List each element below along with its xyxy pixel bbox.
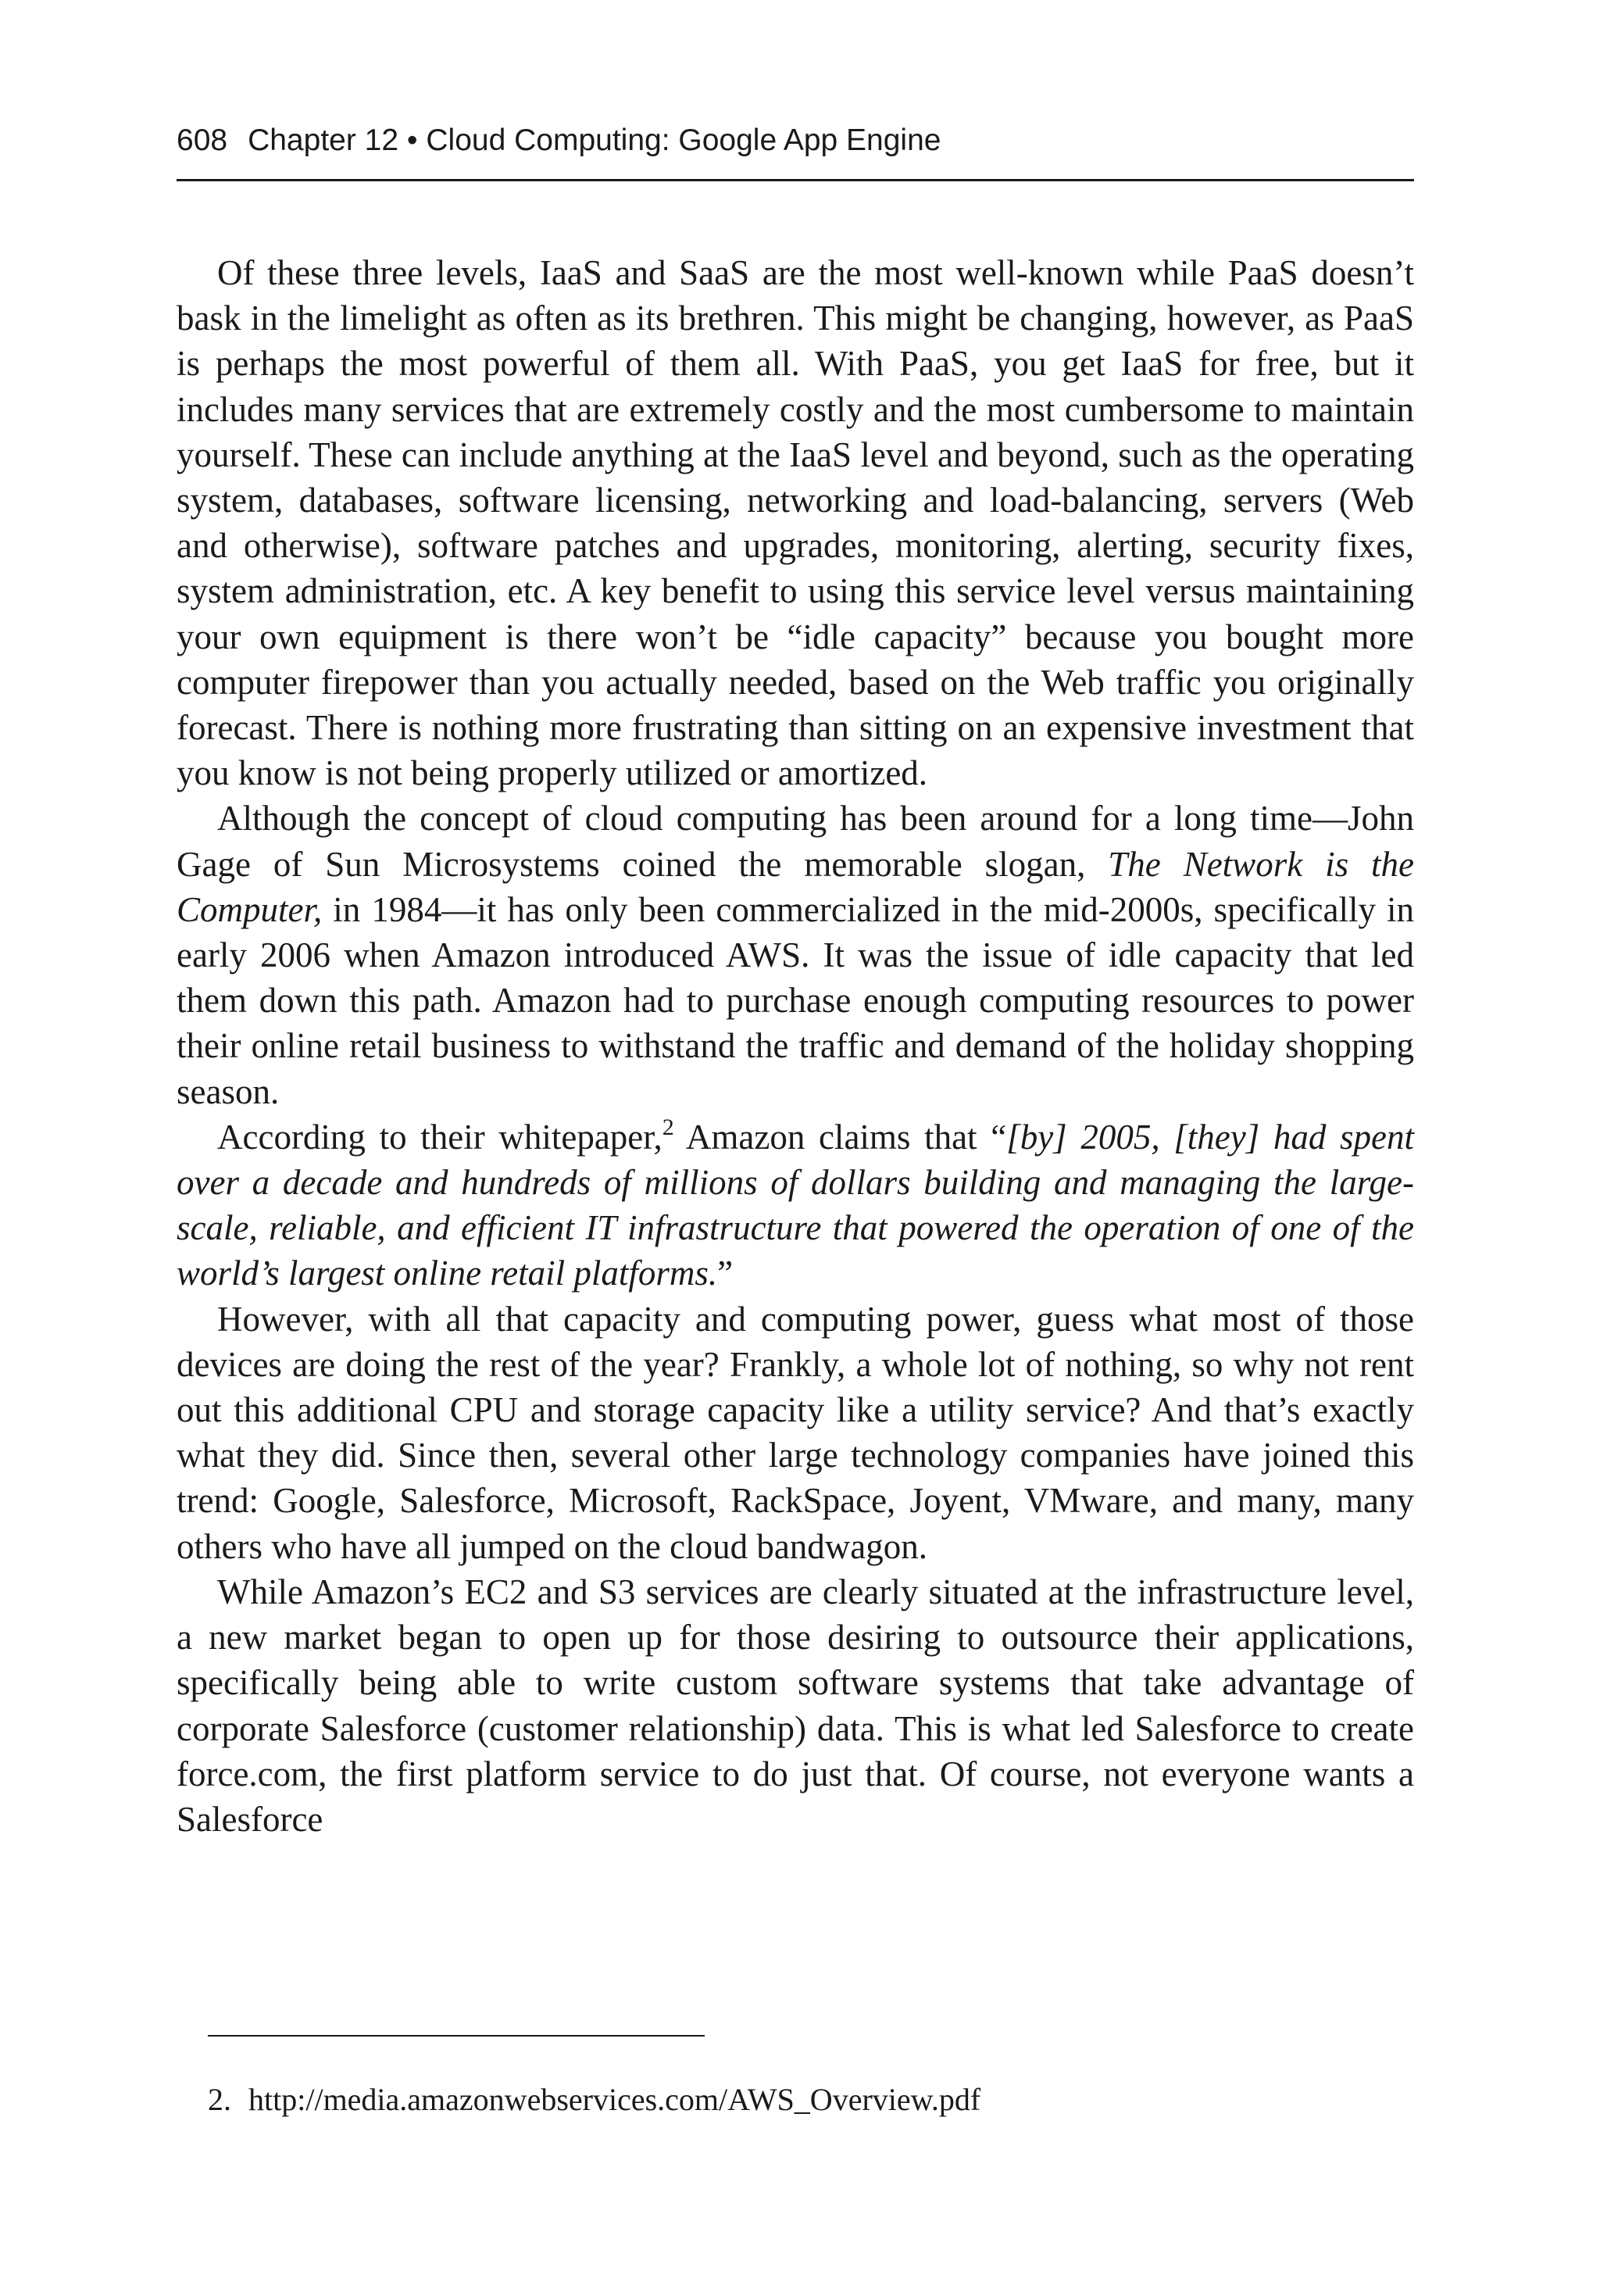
paragraph-history <box>177 796 1414 1114</box>
paragraph-text: Amazon claims that “ <box>673 1117 1007 1157</box>
paragraph-salesforce: While Amazon’s EC2 and S3 services are clearly situated at the infrastructure level, a new market began to open up for those desiring to outsource their applications, specifically being able to write custom software systems that take advantage of corporate Salesforce (customer relationship) data. This is what led Salesforce to create force.com, the first platform service to do just that. Of course, not everyone wants a Salesforce <box>177 1572 1414 1839</box>
paragraph-whitepaper <box>177 1114 1414 1296</box>
footnote-reference[interactable]: 2 <box>662 1114 674 1140</box>
footnote-rule <box>208 2035 705 2037</box>
footnote-url[interactable]: http://media.amazonwebservices.com/AWS_Overview.pdf <box>248 2082 981 2117</box>
body-text <box>177 250 1414 1842</box>
page-number: 608 <box>177 123 228 157</box>
paragraph-text: ” <box>717 1254 734 1293</box>
paragraph-text: According to their whitepaper, <box>217 1117 662 1157</box>
paragraph-text: in 1984—it has only been commercialized in the mid-2000s, specifically in early 2006 when Amazon introduced AWS. It was the issue of idle capacity that led them down this path. Amazon had to purchase enough computing resources to power their online retail business to withstand the traffic and demand of the holiday shopping season. <box>177 889 1414 1111</box>
running-title: Chapter 12 • Cloud Computing: Google App Engine <box>248 123 941 157</box>
paragraph-capacity: However, with all that capacity and computing power, guess what most of those devices are doing the rest of the year? Frankly, a whole lot of nothing, so why not rent out this additional CPU and storage capacity like a utility service? And that’s exactly what they did. Since then, several other large technology companies have joined this trend: Google, Salesforce, Microsoft, RackSpace, Joyent, VMware, and many, many others who have all jumped on the cloud bandwagon. <box>177 1299 1414 1566</box>
paragraph-paas: Of these three levels, IaaS and SaaS are the most well-known while PaaS doesn’t bask in the limelight as often as its brethren. This might be changing, however, as PaaS is perhaps the most powerful of them all. With PaaS, you get IaaS for free, but it includes many services that are extremely costly and the most cumbersome to maintain yourself. These can include anything at the IaaS level and beyond, such as the operating system, databases, software licensing, networking and load-balancing, servers (Web and otherwise), software patches and upgrades, monitoring, alerting, security fixes, system administration, etc. A key benefit to using this service level versus maintaining your own equipment is there won’t be “idle capacity” because you bought more computer firepower than you actually needed, based on the Web traffic you originally forecast. There is nothing more frustrating than sitting on an expensive investment that you know is not being properly utilized or amortized. <box>177 253 1414 793</box>
slogan-italic: The Network is the Computer, <box>177 844 1414 929</box>
footnote-number: 2. <box>208 2082 231 2117</box>
footnote <box>208 2080 980 2120</box>
paragraph-text: Although the concept of cloud computing has been around for a long time—John Gage of Sun Microsystems coined the memorable slogan, <box>177 799 1414 884</box>
header-rule <box>177 179 1414 181</box>
running-header <box>177 119 1414 163</box>
quote-italic: [by] 2005, [they] had spent over a decade and hundreds of millions of dollars building and managing the large-scale, reliable, and efficient IT infrastructure that powered the operation of one of the world’s largest online retail platforms. <box>177 1117 1414 1293</box>
